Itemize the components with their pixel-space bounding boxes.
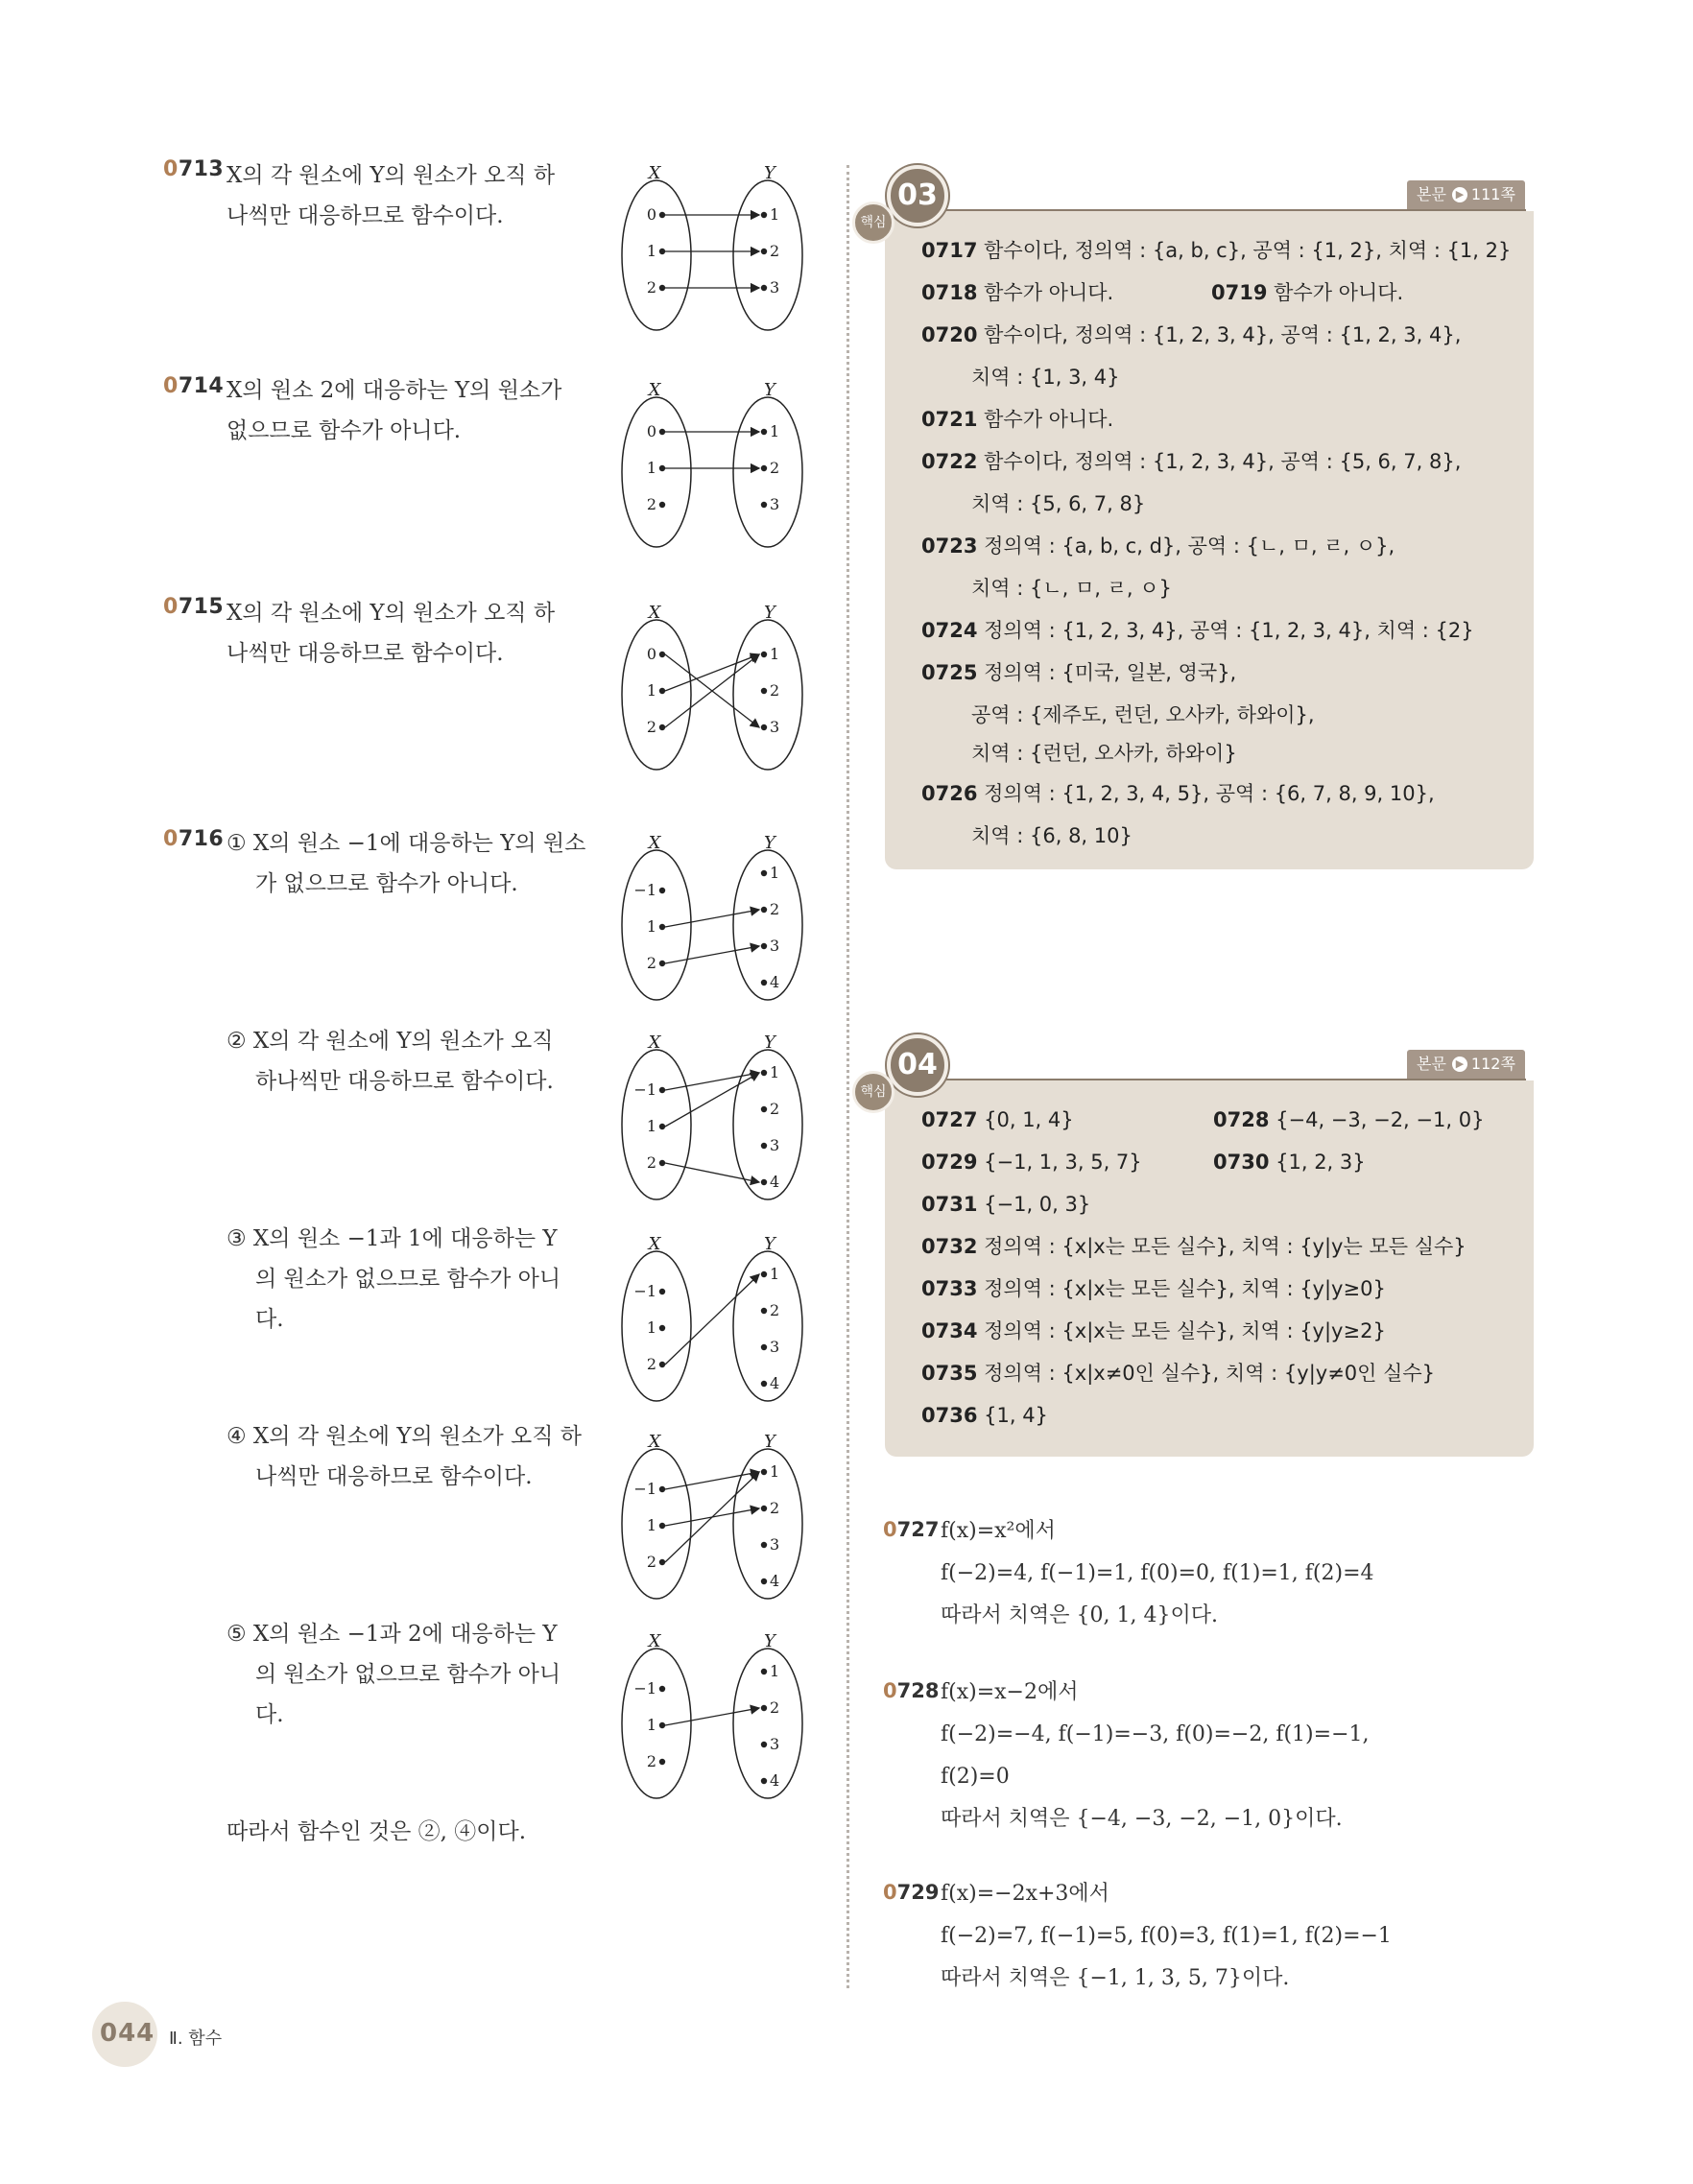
solution-line: 따라서 치역은 {0, 1, 4}이다.	[941, 1603, 1218, 1627]
element-x: −1	[633, 1679, 656, 1697]
answer-line: 0735 정의역 : {x|x≠0인 실수}, 치역 : {y|y≠0인 실수}	[921, 1362, 1436, 1385]
text-line: X의 각 원소에 Y의 원소가 오직 하	[227, 601, 556, 626]
element-dot	[761, 1271, 767, 1277]
element-dot	[761, 1469, 767, 1475]
core-label-badge: 핵심	[852, 1071, 894, 1113]
mapping-arrow	[665, 1708, 759, 1725]
element-y: 3	[770, 1136, 780, 1154]
element-y: 1	[770, 1265, 780, 1283]
element-dot	[659, 1559, 665, 1565]
element-dot	[659, 1124, 665, 1129]
element-dot	[761, 1308, 767, 1314]
reference-tab	[1407, 180, 1525, 209]
element-y: 2	[770, 681, 780, 700]
set-x-label: X	[648, 1033, 661, 1053]
problem-number: 0714	[163, 374, 225, 398]
element-dot	[761, 1179, 767, 1185]
text-line: ⑤ X의 원소 −1과 2에 대응하는 Y	[227, 1622, 558, 1647]
set-y-label: Y	[764, 380, 775, 400]
element-dot	[659, 502, 665, 508]
element-dot	[761, 724, 767, 730]
problem-number: 0727	[883, 1518, 940, 1541]
solution-line: 따라서 치역은 {−1, 1, 3, 5, 7}이다.	[941, 1966, 1290, 1990]
element-y: 4	[770, 1374, 780, 1392]
set-y-ellipse	[733, 1649, 802, 1798]
answer-line: 0728 {−4, −3, −2, −1, 0}	[1213, 1108, 1485, 1131]
problem-0715-text	[227, 593, 555, 674]
element-y: 2	[770, 1499, 780, 1517]
element-dot	[659, 1759, 665, 1765]
solution-0728	[883, 1679, 939, 1702]
element-x: −1	[633, 1080, 656, 1099]
element-x: 0	[646, 205, 656, 224]
element-x: −1	[633, 1480, 656, 1498]
mapping-diagram	[614, 601, 816, 773]
problem-0714-text	[227, 370, 561, 451]
answer-line: 0729 {−1, 1, 3, 5, 7}	[921, 1151, 1142, 1174]
set-x-ellipse	[622, 1050, 691, 1199]
set-x-label: X	[648, 380, 661, 400]
element-y: 3	[770, 1735, 780, 1753]
solution-line: f(x)=x²에서	[941, 1519, 1056, 1543]
element-x: 1	[646, 242, 656, 260]
element-y: 1	[770, 645, 780, 663]
element-dot	[761, 1542, 767, 1548]
mapping-diagram	[614, 1430, 816, 1602]
element-x: −1	[633, 1282, 656, 1300]
answer-line: 0726 정의역 : {1, 2, 3, 4, 5}, 공역 : {6, 7, 8, 9, 10},	[921, 782, 1435, 805]
set-x-label: X	[648, 1234, 661, 1254]
element-y: 3	[770, 718, 780, 736]
element-x: 2	[646, 495, 656, 513]
problem-number: 0729	[883, 1881, 940, 1904]
element-x: 1	[646, 459, 656, 477]
element-y: 1	[770, 1662, 780, 1680]
element-y: 3	[770, 1338, 780, 1356]
text-line: X의 각 원소에 Y의 원소가 오직 하	[227, 163, 556, 188]
section-number-badge: 03	[887, 165, 948, 226]
subitem-4	[227, 1416, 582, 1497]
answer-line: 0720 함수이다, 정의역 : {1, 2, 3, 4}, 공역 : {1, 2, 3, 4},	[921, 323, 1462, 346]
solution-0729	[883, 1881, 939, 1904]
set-x-ellipse	[622, 1251, 691, 1401]
mapping-arrow	[665, 1472, 759, 1489]
mapping-diagram	[614, 161, 816, 334]
answer-line: 0733 정의역 : {x|x는 모든 실수}, 치역 : {y|y≥0}	[921, 1277, 1386, 1300]
mapping-arrow	[665, 946, 759, 963]
element-dot	[761, 907, 767, 913]
ref-page: 112쪽	[1470, 1055, 1515, 1073]
element-dot	[659, 249, 665, 254]
element-dot	[659, 1325, 665, 1331]
conclusion: 따라서 함수인 것은 ②, ④이다.	[227, 1819, 527, 1844]
element-dot	[659, 688, 665, 694]
element-dot	[761, 1381, 767, 1387]
element-dot	[659, 1523, 665, 1529]
set-y-ellipse	[733, 850, 802, 1000]
set-x-label: X	[648, 833, 661, 853]
element-y: 1	[770, 864, 780, 882]
text-line: 나씩만 대응하므로 함수이다.	[255, 1464, 533, 1489]
problem-0714	[163, 374, 224, 398]
element-dot	[761, 870, 767, 876]
element-y: 3	[770, 278, 780, 297]
set-y-ellipse	[733, 1251, 802, 1401]
element-dot	[659, 1686, 665, 1692]
answer-line: 0718 함수가 아니다.	[921, 281, 1114, 304]
solution-line: f(2)=0	[941, 1765, 1010, 1789]
element-dot	[761, 652, 767, 657]
element-x: 2	[646, 1752, 656, 1770]
set-x-label: X	[648, 1432, 661, 1452]
mapping-arrow	[665, 910, 759, 927]
element-x: 1	[646, 1716, 656, 1734]
answer-line: 공역 : {제주도, 런던, 오사카, 하와이},	[971, 703, 1315, 726]
mapping-svg	[614, 1629, 816, 1802]
element-y: 2	[770, 242, 780, 260]
problem-number: 0713	[163, 157, 225, 181]
set-y-label: Y	[764, 1631, 775, 1651]
mapping-svg	[614, 601, 816, 773]
answer-line: 0730 {1, 2, 3}	[1213, 1151, 1366, 1174]
answer-line: 0732 정의역 : {x|x는 모든 실수}, 치역 : {y|y는 모든 실수}	[921, 1235, 1466, 1258]
problem-0713-text	[227, 155, 555, 236]
element-x: 1	[646, 681, 656, 700]
element-x: 2	[646, 718, 656, 736]
text-line: ② X의 각 원소에 Y의 원소가 오직	[227, 1029, 554, 1054]
solution-line: f(x)=−2x+3에서	[941, 1882, 1109, 1906]
mapping-arrow	[665, 1163, 759, 1182]
element-dot	[659, 924, 665, 930]
element-dot	[761, 980, 767, 985]
element-x: 0	[646, 645, 656, 663]
mapping-arrow	[665, 1472, 759, 1562]
element-x: 2	[646, 954, 656, 972]
element-y: 1	[770, 205, 780, 224]
solution-line: f(−2)=−4, f(−1)=−3, f(0)=−2, f(1)=−1,	[941, 1722, 1370, 1746]
text-line: 나씩만 대응하므로 함수이다.	[227, 641, 504, 666]
core-label-badge: 핵심	[852, 202, 894, 244]
element-y: 4	[770, 1173, 780, 1191]
element-y: 3	[770, 495, 780, 513]
set-y-label: Y	[764, 1432, 775, 1452]
element-x: 2	[646, 278, 656, 297]
element-dot	[659, 429, 665, 435]
mapping-diagram	[614, 1232, 816, 1405]
text-line: 의 원소가 없으므로 함수가 아니	[255, 1662, 561, 1687]
chapter-label: Ⅱ. 함수	[169, 2029, 223, 2049]
element-dot	[761, 1070, 767, 1076]
ref-page: 111쪽	[1470, 185, 1515, 203]
element-dot	[761, 1705, 767, 1711]
element-dot	[761, 1344, 767, 1350]
element-y: 2	[770, 1301, 780, 1319]
set-y-ellipse	[733, 620, 802, 770]
element-dot	[761, 285, 767, 291]
element-x: 2	[646, 1553, 656, 1571]
answer-line: 0725 정의역 : {미국, 일본, 영국},	[921, 661, 1237, 684]
answer-line: 0724 정의역 : {1, 2, 3, 4}, 공역 : {1, 2, 3, 4}, 치역 : {2}	[921, 619, 1474, 642]
problem-number: 0715	[163, 595, 225, 619]
element-dot	[659, 1289, 665, 1294]
answer-line: 0723 정의역 : {a, b, c, d}, 공역 : {ㄴ, ㅁ, ㄹ, ㅇ},	[921, 534, 1395, 558]
set-y-label: Y	[764, 833, 775, 853]
set-y-ellipse	[733, 1449, 802, 1599]
set-x-ellipse	[622, 850, 691, 1000]
problem-number: 0716	[163, 827, 225, 851]
solution-line: f(x)=x−2에서	[941, 1680, 1079, 1704]
element-dot	[761, 465, 767, 471]
element-dot	[659, 1087, 665, 1093]
element-y: 1	[770, 422, 780, 440]
mapping-svg	[614, 831, 816, 1004]
text-line: 나씩만 대응하므로 함수이다.	[227, 203, 504, 228]
answer-line: 0734 정의역 : {x|x는 모든 실수}, 치역 : {y|y≥2}	[921, 1319, 1386, 1342]
element-x: 1	[646, 1516, 656, 1534]
element-y: 4	[770, 1771, 780, 1790]
element-y: 2	[770, 1698, 780, 1717]
mapping-diagram	[614, 1031, 816, 1203]
mapping-svg	[614, 161, 816, 334]
ref-label: 본문	[1417, 1055, 1446, 1073]
problem-0716	[163, 827, 224, 851]
mapping-svg	[614, 1232, 816, 1405]
text-line: 다.	[255, 1702, 284, 1727]
subitem-3	[227, 1219, 560, 1340]
set-y-label: Y	[764, 1234, 775, 1254]
reference-tab	[1407, 1050, 1525, 1079]
set-x-ellipse	[622, 397, 691, 547]
element-dot	[659, 724, 665, 730]
element-dot	[761, 429, 767, 435]
solution-line: 따라서 치역은 {−4, −3, −2, −1, 0}이다.	[941, 1807, 1343, 1831]
ref-label: 본문	[1417, 185, 1446, 203]
element-y: 4	[770, 1572, 780, 1590]
text-line: 다.	[255, 1307, 284, 1332]
element-y: 3	[770, 937, 780, 955]
element-dot	[659, 1160, 665, 1166]
set-x-ellipse	[622, 1649, 691, 1798]
problem-0713	[163, 157, 224, 181]
element-y: 3	[770, 1535, 780, 1554]
set-y-label: Y	[764, 1033, 775, 1053]
answer-line: 0719 함수가 아니다.	[1211, 281, 1404, 304]
set-x-label: X	[648, 1631, 661, 1651]
text-line: X의 원소 2에 대응하는 Y의 원소가	[227, 378, 562, 403]
element-dot	[761, 943, 767, 949]
answer-line: 0722 함수이다, 정의역 : {1, 2, 3, 4}, 공역 : {5, 6, 7, 8},	[921, 450, 1462, 473]
set-x-ellipse	[622, 180, 691, 330]
element-y: 1	[770, 1063, 780, 1081]
solution-line: f(−2)=4, f(−1)=1, f(0)=0, f(1)=1, f(2)=4	[941, 1561, 1374, 1585]
mapping-svg	[614, 1430, 816, 1602]
text-line: ① X의 원소 −1에 대응하는 Y의 원소	[227, 831, 586, 856]
set-x-label: X	[648, 603, 661, 623]
element-y: 1	[770, 1462, 780, 1481]
answer-line: 0736 {1, 4}	[921, 1404, 1048, 1427]
answer-line: 0717 함수이다, 정의역 : {a, b, c}, 공역 : {1, 2}, 치역 : {1, 2}	[921, 239, 1512, 262]
answer-line: 0731 {−1, 0, 3}	[921, 1193, 1091, 1216]
element-x: 1	[646, 1318, 656, 1337]
page-number: 044	[100, 2019, 155, 2048]
element-dot	[659, 1362, 665, 1367]
answer-line: 치역 : {ㄴ, ㅁ, ㄹ, ㅇ}	[971, 577, 1172, 600]
problem-number: 0728	[883, 1679, 940, 1702]
element-dot	[659, 1486, 665, 1492]
text-line: ③ X의 원소 −1과 1에 대응하는 Y	[227, 1226, 558, 1251]
element-dot	[659, 961, 665, 966]
element-x: −1	[633, 881, 656, 899]
element-x: 1	[646, 917, 656, 936]
element-dot	[659, 652, 665, 657]
section-number-badge: 04	[887, 1034, 948, 1096]
element-dot	[659, 212, 665, 218]
answer-line: 치역 : {6, 8, 10}	[971, 824, 1133, 847]
answer-line: 0727 {0, 1, 4}	[921, 1108, 1074, 1131]
set-x-label: X	[648, 163, 661, 183]
element-y: 2	[770, 900, 780, 918]
set-y-label: Y	[764, 603, 775, 623]
element-dot	[761, 212, 767, 218]
element-dot	[761, 1669, 767, 1674]
element-y: 4	[770, 973, 780, 991]
mapping-arrow	[665, 654, 759, 691]
element-dot	[761, 1106, 767, 1112]
subitem-2	[227, 1021, 554, 1102]
subitem-5	[227, 1614, 560, 1735]
element-x: 2	[646, 1355, 656, 1373]
answer-line: 치역 : {1, 3, 4}	[971, 366, 1120, 389]
element-y: 2	[770, 1100, 780, 1118]
element-dot	[761, 1143, 767, 1149]
element-x: 2	[646, 1153, 656, 1172]
element-x: 1	[646, 1117, 656, 1135]
set-x-ellipse	[622, 620, 691, 770]
column-divider	[846, 165, 849, 1988]
element-dot	[761, 688, 767, 694]
problem-0715	[163, 595, 224, 619]
element-dot	[761, 1742, 767, 1747]
mapping-diagram	[614, 378, 816, 551]
mapping-svg	[614, 1031, 816, 1203]
element-dot	[761, 502, 767, 508]
text-line: 없으므로 함수가 아니다.	[227, 418, 462, 443]
set-y-label: Y	[764, 163, 775, 183]
element-dot	[761, 1579, 767, 1584]
solution-line: f(−2)=7, f(−1)=5, f(0)=3, f(1)=1, f(2)=−1	[941, 1924, 1392, 1948]
answer-line: 0721 함수가 아니다.	[921, 408, 1114, 431]
text-line: 가 없으므로 함수가 아니다.	[255, 871, 518, 896]
element-dot	[659, 285, 665, 291]
element-dot	[659, 1722, 665, 1728]
element-dot	[761, 1778, 767, 1784]
problem-0716-text	[227, 823, 585, 904]
set-y-ellipse	[733, 1050, 802, 1199]
mapping-svg	[614, 378, 816, 551]
arrow-right-icon: ▶	[1452, 1056, 1467, 1072]
set-y-ellipse	[733, 180, 802, 330]
element-dot	[659, 888, 665, 893]
mapping-arrow	[665, 1274, 759, 1365]
mapping-diagram	[614, 1629, 816, 1802]
element-dot	[659, 465, 665, 471]
element-dot	[761, 1506, 767, 1511]
element-x: 0	[646, 422, 656, 440]
text-line: 하나씩만 대응하므로 함수이다.	[255, 1069, 554, 1094]
text-line: 의 원소가 없으므로 함수가 아니	[255, 1267, 561, 1292]
mapping-diagram	[614, 831, 816, 1004]
answer-line: 치역 : {5, 6, 7, 8}	[971, 492, 1146, 515]
element-dot	[761, 249, 767, 254]
set-x-ellipse	[622, 1449, 691, 1599]
arrow-right-icon: ▶	[1452, 187, 1467, 202]
text-line: ④ X의 각 원소에 Y의 원소가 오직 하	[227, 1424, 582, 1449]
element-y: 2	[770, 459, 780, 477]
answer-line: 치역 : {런던, 오사카, 하와이}	[971, 742, 1237, 765]
solution-0727	[883, 1518, 939, 1541]
set-y-ellipse	[733, 397, 802, 547]
